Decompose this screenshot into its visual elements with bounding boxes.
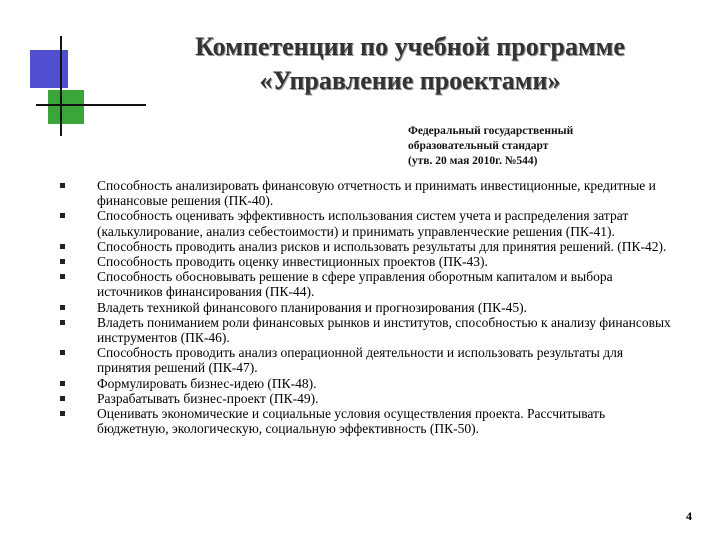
decor-vertical-line [60,36,62,136]
list-item: Владеть техникой финансового планирования и прогнозирования (ПК-45). [60,300,680,315]
competency-list [60,178,680,436]
list-item: Способность проводить анализ операционной деятельности и использовать результаты для принятия решений (ПК-47). [60,345,680,375]
standard-line-1: Федеральный государственный [408,125,574,137]
list-item: Владеть пониманием роли финансовых рынков и институтов, способностью к анализу финансовых инструментов (ПК-46). [60,315,680,345]
decor-green-square [48,90,84,124]
list-item: Способность обосновывать решение в сфере управления оборотным капиталом и выбора источников финансирования (ПК-44). [60,269,680,299]
slide-title [150,30,670,98]
list-item: Способность анализировать финансовую отчетность и принимать инвестиционные, кредитные и финансовые решения (ПК-40). [60,178,680,208]
decor-blue-square [30,50,68,88]
title-line-1: Компетенции по учебной программе [195,32,625,61]
standard-line-2: образовательный стандарт [408,140,549,152]
standard-reference [408,124,668,169]
page-number: 4 [686,509,692,523]
list-item: Способность проводить анализ рисков и использовать результаты для принятия решений. (ПК-42). [60,239,680,254]
decor-horizontal-line [36,104,146,106]
standard-line-3: (утв. 20 мая 2010г. №544) [408,155,538,167]
list-item: Формулировать бизнес-идею (ПК-48). [60,376,680,391]
list-item: Разрабатывать бизнес-проект (ПК-49). [60,391,680,406]
list-item: Оценивать экономические и социальные условия осуществления проекта. Рассчитывать бюджетную, экологическую, социальную эффективность (ПК-50). [60,406,680,436]
list-item: Способность проводить оценку инвестиционных проектов (ПК-43). [60,254,680,269]
list-item: Способность оценивать эффективность использования систем учета и распределения затрат (калькулирование, анализ себестоимости) и принимать управленческие решения (ПК-41). [60,208,680,238]
title-line-2: «Управление проектами» [259,66,561,95]
